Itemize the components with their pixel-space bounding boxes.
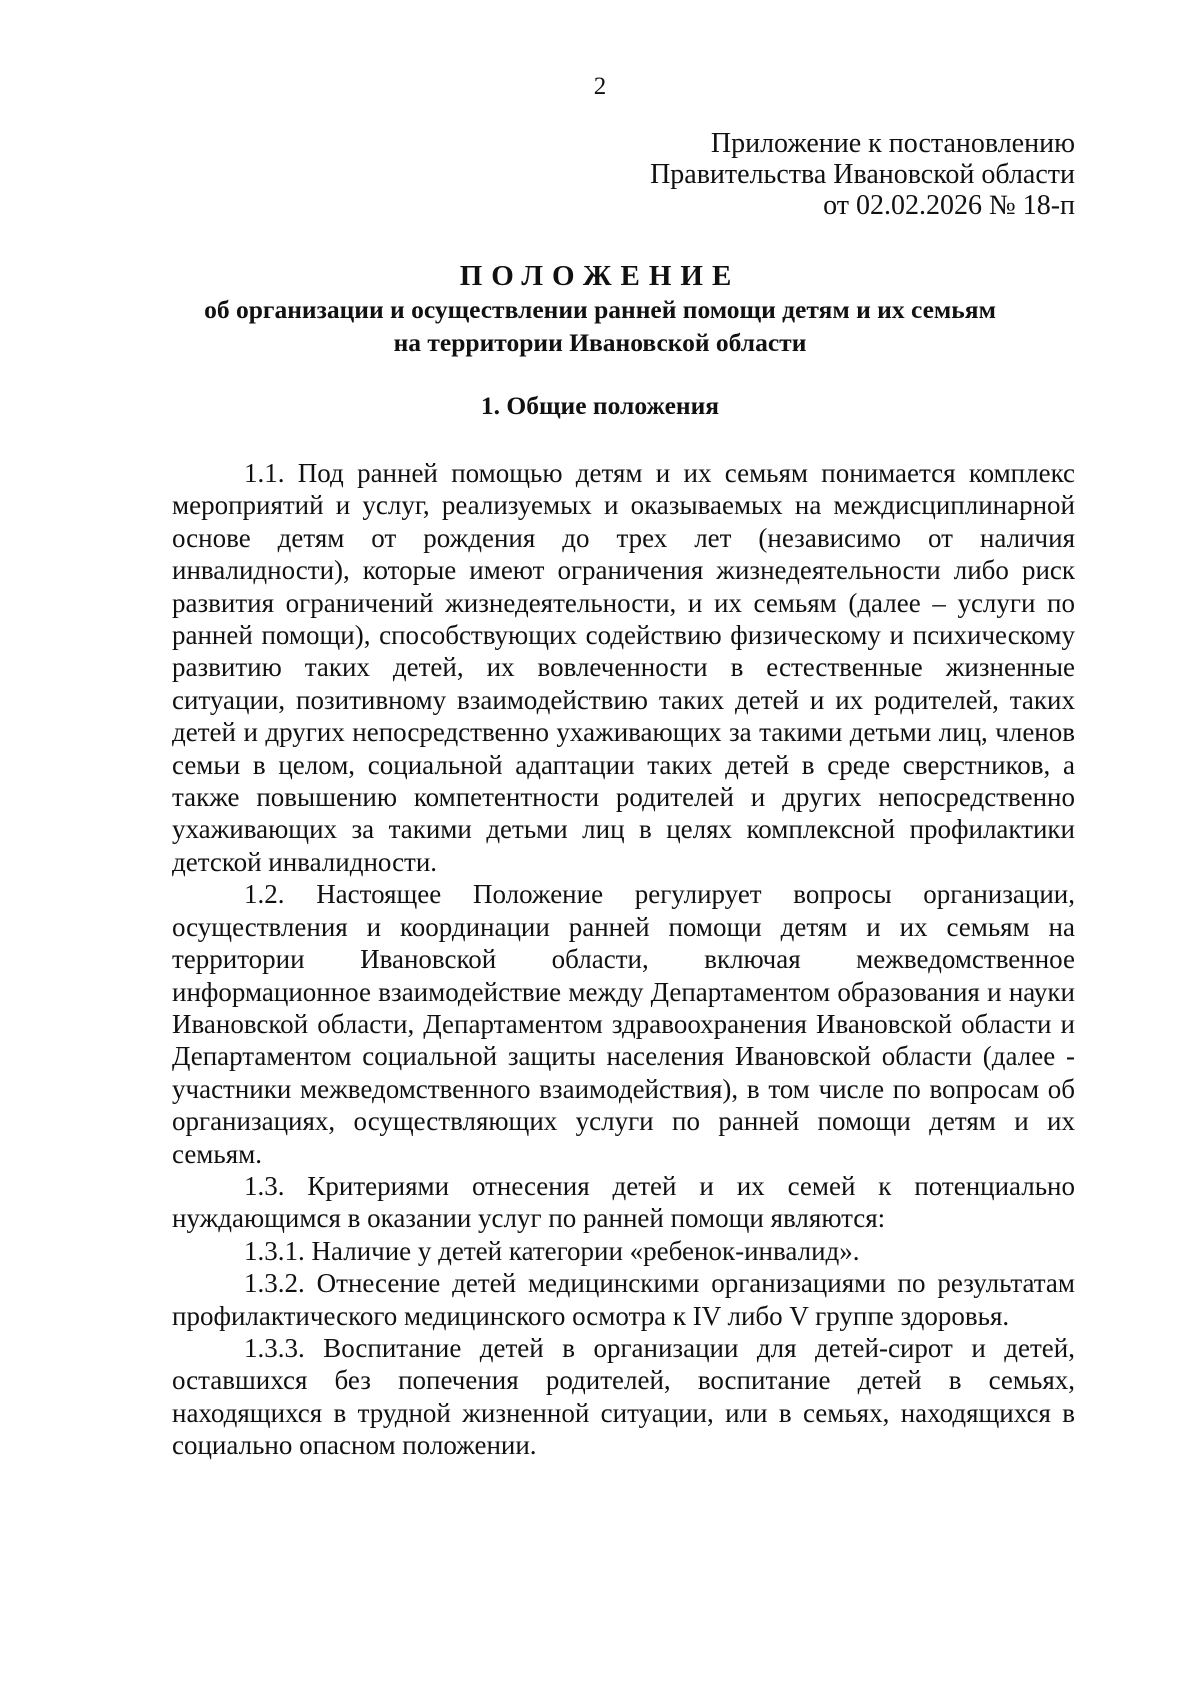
paragraph-1-3: 1.3. Критериями отнесения детей и их семей к потенциально нуждающимся в оказании услуг по ранней помощи являются: [172, 1170, 1075, 1234]
paragraph-1-3-2: 1.3.2. Отнесение детей медицинскими организациями по результатам профилактического медицинского осмотра к IV либо V группе здоровья. [172, 1268, 1075, 1331]
subtitle-line: на территории Ивановской области [393, 328, 807, 357]
appendix-line: от 02.02.2026 № 18-п [823, 190, 1075, 221]
paragraph-1-2: 1.2. Настоящее Положение регулирует вопросы организации, осуществления и координации ранней помощи детям и их семьям на территории Ивановской области, включая межведомственное информационное взаимодействие между Департаментом образования и науки Ивановской области, Департаментом здравоохранения Ивановской области и Департаментом социальной защиты населения Ивановской области (далее - участники межведомственного взаимодействия), в том числе по вопросам об организациях, осуществляющих услуги по ранней помощи детям и их семьям. [172, 879, 1075, 1169]
appendix-line: Приложение к постановлению [710, 128, 1075, 159]
paragraph-1-1: 1.1. Под ранней помощью детям и их семьям понимается комплекс мероприятий и услуг, реализуемых и оказываемых на междисциплинарной основе детям от рождения до трех лет (независимо от наличия инвалидности), которые имеют ограничения жизнедеятельности либо риск развития ограничений жизнедеятельности, и их семьям (далее – услуги по ранней помощи), способствующих содействию физическому и психическому развитию таких детей, их вовлеченности в естественные жизненные ситуации, позитивному взаимодействию таких детей и их родителей, таких детей и других непосредственно ухаживающих за такими детьми лиц, членов семьи в целом, социальной адаптации таких детей в среде сверстников, а также повышению компетентности родителей и других непосредственно ухаживающих за такими детьми лиц в целях комплексной профилактики детской инвалидности. [172, 458, 1075, 877]
appendix-line: Правительства Ивановской области [650, 159, 1075, 190]
subtitle-line: об организации и осуществлении ранней помощи детям и их семьям [204, 295, 996, 324]
document-title: ПОЛОЖЕНИЕ [459, 260, 741, 292]
page-number: 2 [593, 73, 607, 100]
paragraph-1-3-3: 1.3.3. Воспитание детей в организации для детей-сирот и детей, оставшихся без попечения родителей, воспитание детей в семьях, находящихся в трудной жизненной ситуации, или в семьях, находящихся в социально опасном положении. [172, 1332, 1075, 1461]
document-subtitle [0, 293, 1200, 359]
paragraph-1-3-1: 1.3.1. Наличие у детей категории «ребенок-инвалид». [244, 1235, 860, 1266]
section-heading: 1. Общие положения [480, 391, 720, 420]
document-body [172, 457, 1075, 1462]
appendix-reference [650, 128, 1075, 221]
